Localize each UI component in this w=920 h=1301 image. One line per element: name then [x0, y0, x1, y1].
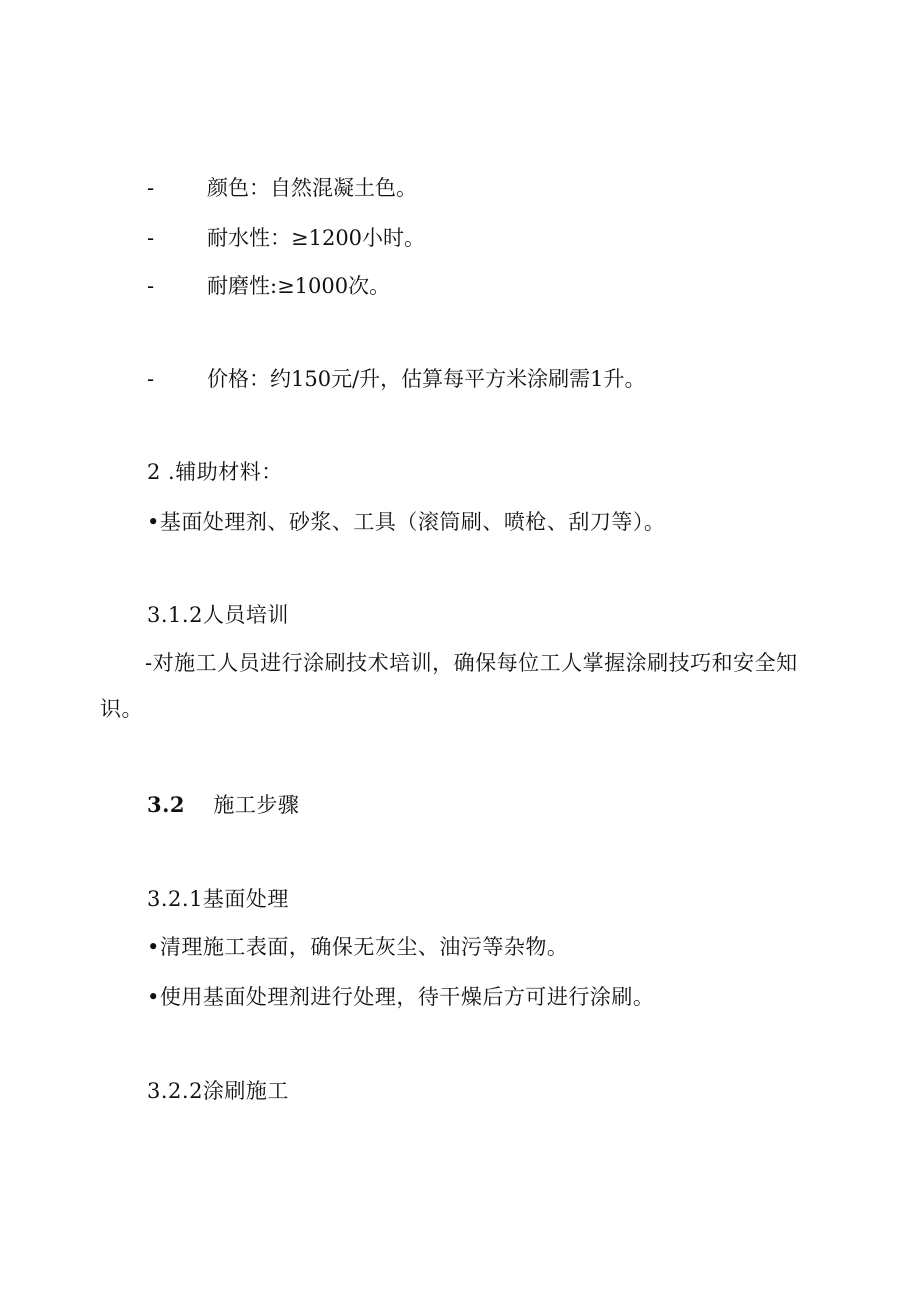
aux-materials-item: •基面处理剂、砂浆、工具（滚筒刷、喷枪、刮刀等）。	[147, 510, 666, 534]
training-paragraph: -对施工人员进行涂刷技术培训，确保每位工人掌握涂刷技巧和安全知识。	[100, 651, 798, 721]
dash-marker: -	[147, 226, 155, 250]
base-treatment-heading: 3.2.1基面处理	[147, 887, 289, 911]
base-treatment-item: •清理施工表面，确保无灰尘、油污等杂物。	[147, 935, 569, 959]
spec-color	[147, 174, 417, 202]
section-number: 3.2	[147, 792, 186, 817]
spec-text: 价格：约150元/升，估算每平方米涂刷需1升。	[207, 367, 646, 391]
section-title: 施工步骤	[213, 793, 300, 817]
spec-text: 颜色：自然混凝土色。	[207, 176, 417, 200]
spec-water-resistance	[147, 224, 425, 252]
base-treatment-item: •使用基面处理剂进行处理，待干燥后方可进行涂刷。	[147, 985, 655, 1009]
dash-marker: -	[147, 367, 155, 391]
dash-marker: -	[147, 176, 155, 200]
aux-materials-heading: 2 .辅助材料：	[147, 460, 283, 484]
construction-steps-heading	[147, 791, 299, 819]
dash-marker: -	[147, 274, 155, 298]
spec-text: 耐水性：≥1200小时。	[207, 226, 426, 250]
spec-price	[147, 365, 646, 393]
spec-text: 耐磨性:≥1000次。	[207, 274, 391, 298]
coating-heading: 3.2.2涂刷施工	[147, 1079, 289, 1103]
spec-wear-resistance	[147, 272, 390, 300]
training-heading: 3.1.2人员培训	[147, 603, 289, 627]
